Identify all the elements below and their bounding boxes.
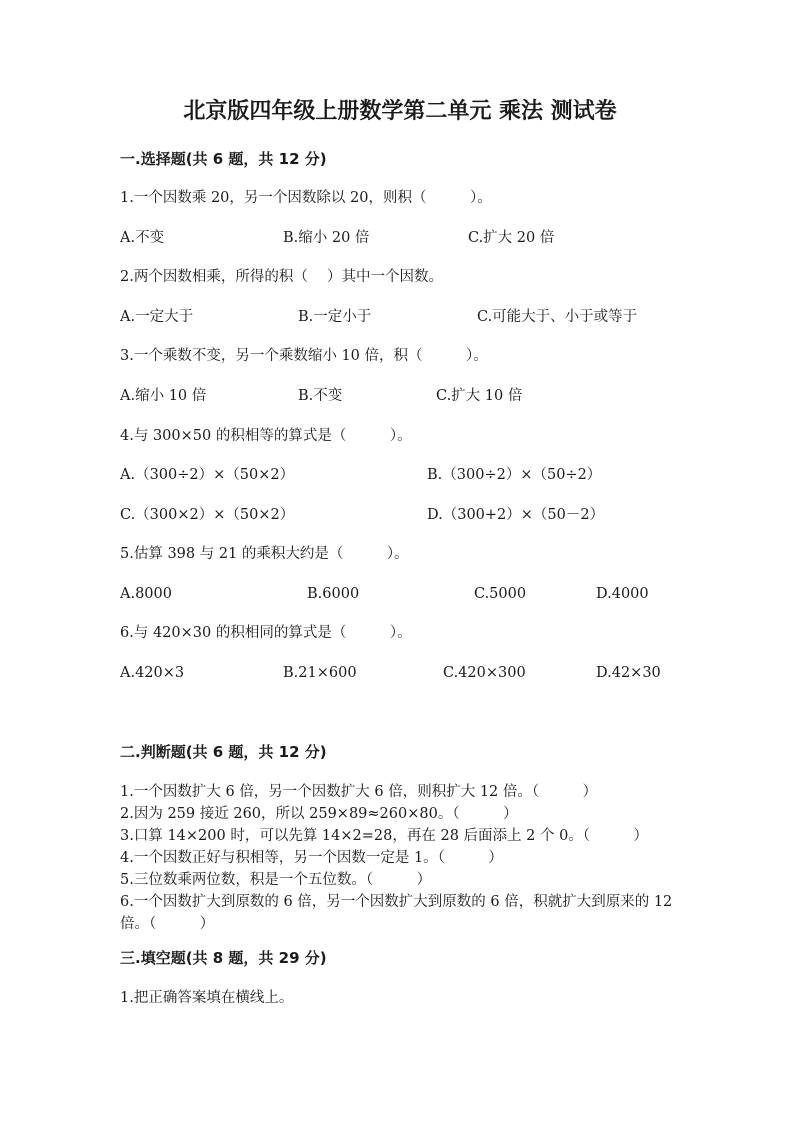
- option-c: C.可能大于、小于或等于: [477, 309, 638, 325]
- judgement-item: 5.三位数乘两位数，积是一个五位数。（ ）: [120, 872, 432, 888]
- option-b: B.6000: [307, 586, 360, 602]
- option-b: B.缩小 20 倍: [283, 230, 370, 246]
- section-heading-judgement: 二.判断题(共 6 题，共 12 分): [120, 743, 327, 761]
- question-text: 3.一个乘数不变，另一个乘数缩小 10 倍，积（ ）。: [120, 348, 488, 364]
- section-heading-fill-blank: 三.填空题(共 8 题，共 29 分): [120, 949, 327, 967]
- question-text: 5.估算 398 与 21 的乘积大约是（ ）。: [120, 546, 409, 562]
- option-a: A.（300÷2）×（50×2）: [120, 467, 295, 483]
- question-text: 6.与 420×30 的积相同的算式是（ ）。: [120, 625, 412, 641]
- page-title: 北京版四年级上册数学第二单元 乘法 测试卷: [183, 99, 617, 124]
- option-d: D.42×30: [596, 665, 661, 681]
- fill-blank-item: 1.把正确答案填在横线上。: [120, 990, 294, 1006]
- option-b: B.不变: [298, 388, 343, 404]
- option-c: C.扩大 20 倍: [468, 230, 555, 246]
- question-text: 4.与 300×50 的积相等的算式是（ ）。: [120, 428, 412, 444]
- option-d: D.4000: [596, 586, 649, 602]
- option-a: A.8000: [120, 586, 172, 602]
- option-c: C.扩大 10 倍: [436, 388, 523, 404]
- option-b: B.21×600: [283, 665, 357, 681]
- option-a: A.420×3: [120, 665, 185, 681]
- option-b: B.一定小于: [298, 309, 372, 325]
- option-d: D.（300+2）×（50－2）: [427, 507, 605, 523]
- option-c: C.420×300: [443, 665, 526, 681]
- judgement-item: 4.一个因数正好与积相等，另一个因数一定是 1。（ ）: [120, 850, 503, 866]
- option-a: A.一定大于: [120, 309, 194, 325]
- option-c: C.5000: [474, 586, 527, 602]
- option-b: B.（300÷2）×（50÷2）: [427, 467, 602, 483]
- judgement-item: 6.一个因数扩大到原数的 6 倍，另一个因数扩大到原数的 6 倍，积就扩大到原来的 12 倍。（ ）: [120, 894, 673, 932]
- option-c: C.（300×2）×（50×2）: [120, 507, 295, 523]
- judgement-item: 1.一个因数扩大 6 倍，另一个因数扩大 6 倍，则积扩大 12 倍。（ ）: [120, 784, 598, 800]
- judgement-item: 2.因为 259 接近 260，所以 259×89≈260×80。（ ）: [120, 806, 518, 822]
- question-text: 2.两个因数相乘，所得的积（ ）其中一个因数。: [120, 269, 443, 285]
- option-a: A.缩小 10 倍: [120, 388, 207, 404]
- section-heading-choice: 一.选择题(共 6 题，共 12 分): [120, 150, 327, 168]
- option-a: A.不变: [120, 230, 165, 246]
- judgement-item: 3.口算 14×200 时，可以先算 14×2=28，再在 28 后面添上 2 个 0。（ ）: [120, 828, 649, 844]
- question-text: 1.一个因数乘 20，另一个因数除以 20，则积（ ）。: [120, 190, 492, 206]
